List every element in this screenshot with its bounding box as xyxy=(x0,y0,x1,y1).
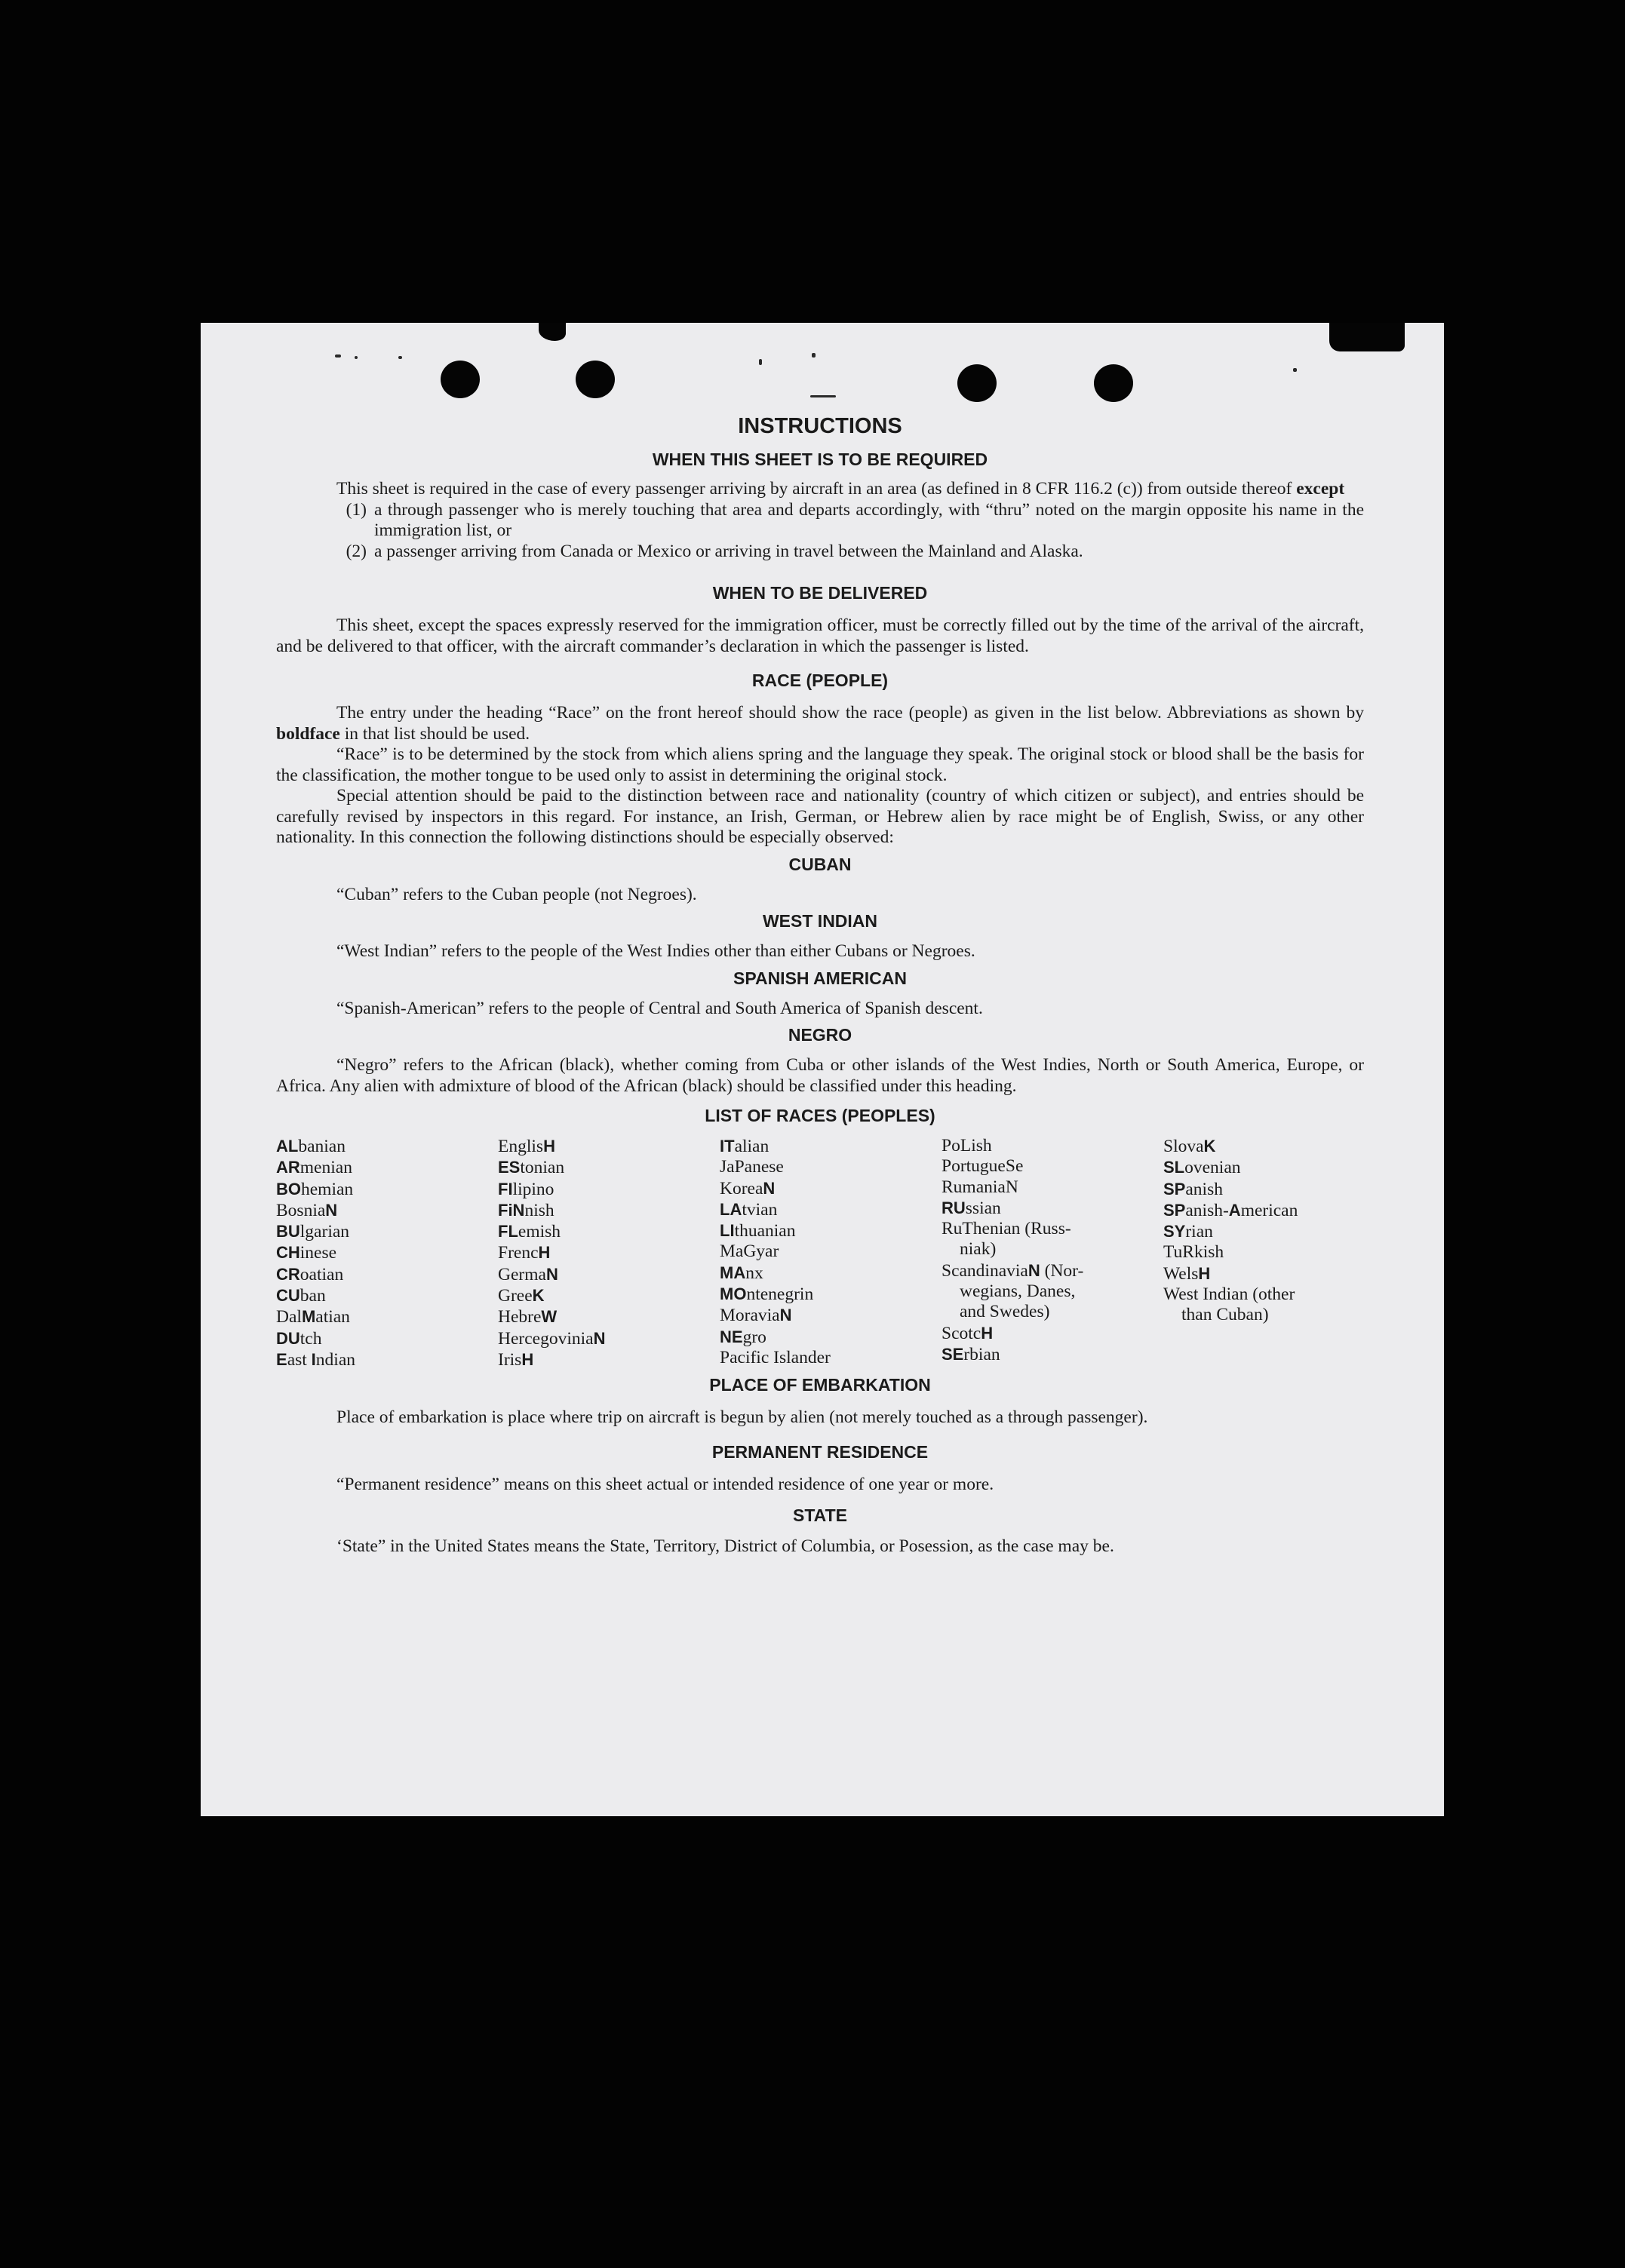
torn-corner xyxy=(1329,323,1405,351)
speck xyxy=(1293,368,1297,372)
race-entry: HebreW xyxy=(498,1307,558,1327)
race-paragraph-2: “Race” is to be determined by the stock from which aliens spring and the language they speak. The original stock or blood shall be the basis for the classification, the mother tongue to be used only to assist in determining the original stock. xyxy=(276,744,1364,785)
heading-spanish-american: SPANISH AMERICAN xyxy=(733,968,907,988)
permanent-residence-text: “Permanent residence” means on this sheet actual or intended residence of one year or more. xyxy=(336,1474,994,1494)
race-entry: BUlgarian xyxy=(276,1222,350,1242)
required-item-2 xyxy=(276,542,1364,563)
race-entry: BosniaN xyxy=(276,1200,338,1220)
race-entry: ITalian xyxy=(720,1137,769,1156)
race-entry: RumaniaN xyxy=(942,1177,1018,1197)
required-item-1 xyxy=(276,500,1364,542)
race-entry: HercegoviniaN xyxy=(498,1328,606,1349)
race-entry: LIthuanian xyxy=(720,1221,796,1241)
race-entry: FiNnish xyxy=(498,1200,554,1220)
race-entry: RUssian xyxy=(942,1198,1001,1218)
race-p1-bold: boldface xyxy=(276,723,340,744)
race-entry: niak) xyxy=(960,1239,997,1260)
race-entry: MOntenegrin xyxy=(720,1284,814,1305)
race-entry: GreeK xyxy=(498,1286,545,1306)
race-entry: PortugueSe xyxy=(942,1156,1024,1177)
race-entry: East Indian xyxy=(276,1349,356,1370)
race-entry: DUtch xyxy=(276,1328,322,1349)
cuban-text: “Cuban” refers to the Cuban people (not Negroes). xyxy=(336,884,697,904)
punch-hole-1 xyxy=(441,361,480,398)
race-entry: MaGyar xyxy=(720,1241,779,1262)
item-number: (2) xyxy=(346,541,367,561)
race-entry: West Indian (other xyxy=(1163,1284,1295,1305)
speck xyxy=(398,356,402,359)
race-entry: FLemish xyxy=(498,1222,561,1242)
race-entry: EnglisH xyxy=(498,1137,555,1156)
race-entry: RuThenian (Russ- xyxy=(942,1219,1071,1239)
speck xyxy=(810,395,836,397)
race-p1-text-end: in that list should be used. xyxy=(344,723,530,744)
speck xyxy=(355,356,358,359)
race-paragraph-1 xyxy=(276,703,1364,744)
race-entry: SPanish xyxy=(1163,1179,1223,1199)
item-text: a through passenger who is merely touching that area and departs accordingly, with “thru” noted on the margin opposite his name in the immigration list, or xyxy=(374,499,1364,540)
race-entry: SlovaK xyxy=(1163,1137,1216,1156)
race-entry: FIlipino xyxy=(498,1179,554,1199)
race-entry: DalMatian xyxy=(276,1307,350,1327)
required-intro xyxy=(276,479,1364,500)
race-entry: EStonian xyxy=(498,1158,565,1178)
race-entry: ARmenian xyxy=(276,1158,352,1178)
item-text: a passenger arriving from Canada or Mexico or arriving in travel between the Mainland and Alaska. xyxy=(374,541,1083,561)
heading-west-indian: WEST INDIAN xyxy=(762,911,878,931)
required-except: except xyxy=(1296,479,1345,499)
torn-notch xyxy=(539,323,566,341)
heading-embarkation: PLACE OF EMBARKATION xyxy=(709,1375,931,1395)
west-indian-text: “West Indian” refers to the people of the West Indies other than either Cubans or Negroes. xyxy=(336,941,975,961)
race-entry: PoLish xyxy=(942,1136,992,1155)
race-list xyxy=(276,1136,1364,1370)
race-entry: wegians, Danes, xyxy=(960,1281,1076,1302)
race-entry: BOhemian xyxy=(276,1179,354,1199)
punch-hole-3 xyxy=(957,364,997,402)
race-p1-text: The entry under the heading “Race” on the front hereof should show the race (people) as given in the list below. Abbreviations as shown by xyxy=(336,703,1364,723)
race-entry: MoraviaN xyxy=(720,1306,792,1326)
race-entry: CUban xyxy=(276,1286,326,1306)
required-intro-text: This sheet is required in the case of every passenger arriving by aircraft in an area (as defined in 8 CFR 116.2 (c)) from outside thereof xyxy=(336,479,1292,499)
race-column xyxy=(276,1136,498,1370)
heading-list-of-races: LIST OF RACES (PEOPLES) xyxy=(705,1106,935,1125)
race-entry: ScandinaviaN (Nor- xyxy=(942,1260,1084,1281)
speck xyxy=(335,354,341,358)
embarkation-text: Place of embarkation is place where trip on aircraft is begun by alien (not merely touched as a through passenger). xyxy=(336,1407,1148,1428)
delivered-text: This sheet, except the spaces expressly reserved for the immigration officer, must be correctly filled out by the time of the arrival of the aircraft, and be delivered to that officer, with the aircraft commander’s declaration in which the passenger is listed. xyxy=(276,615,1364,656)
item-number: (1) xyxy=(346,499,367,520)
instructions-content xyxy=(276,413,1364,1558)
speck xyxy=(759,359,762,365)
punch-hole-4 xyxy=(1094,364,1133,402)
race-column xyxy=(720,1136,942,1370)
punch-hole-2 xyxy=(576,361,615,398)
race-entry: TuRkish xyxy=(1163,1242,1224,1263)
race-column xyxy=(942,1136,1163,1370)
race-entry: MAnx xyxy=(720,1263,763,1283)
race-entry: Pacific Islander xyxy=(720,1347,831,1367)
heading-required: WHEN THIS SHEET IS TO BE REQUIRED xyxy=(652,450,988,469)
race-entry: JaPanese xyxy=(720,1157,784,1177)
race-entry: WelsH xyxy=(1163,1263,1211,1284)
race-entry: than Cuban) xyxy=(1181,1305,1269,1325)
race-entry: FrencH xyxy=(498,1243,551,1263)
race-entry: SYrian xyxy=(1163,1222,1213,1242)
spanish-american-text: “Spanish-American” refers to the people of Central and South America of Spanish descent. xyxy=(336,998,983,1018)
race-entry: GermaN xyxy=(498,1264,558,1284)
heading-cuban: CUBAN xyxy=(788,854,852,874)
race-entry: LAtvian xyxy=(720,1199,778,1220)
race-entry: KoreaN xyxy=(720,1178,776,1198)
race-entry: NEgro xyxy=(720,1327,766,1347)
race-entry: CHinese xyxy=(276,1243,337,1263)
document-sheet xyxy=(201,323,1444,1816)
race-entry: IrisH xyxy=(498,1349,534,1370)
race-entry: SErbian xyxy=(942,1344,1000,1364)
race-column xyxy=(1163,1136,1385,1370)
race-entry: ScotcH xyxy=(942,1323,994,1343)
race-column xyxy=(498,1136,720,1370)
page-title: INSTRUCTIONS xyxy=(738,414,902,438)
state-text: ‘State” in the United States means the State, Territory, District of Columbia, or Posession, as the case may be. xyxy=(336,1536,1114,1557)
race-entry: and Swedes) xyxy=(960,1302,1050,1322)
heading-permanent-residence: PERMANENT RESIDENCE xyxy=(711,1441,929,1462)
race-entry: CRoatian xyxy=(276,1264,344,1284)
speck xyxy=(812,353,816,358)
heading-negro: NEGRO xyxy=(788,1025,852,1045)
heading-delivered: WHEN TO BE DELIVERED xyxy=(712,583,928,603)
race-entry: SLovenian xyxy=(1163,1158,1241,1178)
heading-race: RACE (PEOPLE) xyxy=(751,671,889,690)
race-entry: ALbanian xyxy=(276,1137,346,1156)
race-paragraph-3: Special attention should be paid to the distinction between race and nationality (country of which citizen or subject), and entries should be carefully revised by inspectors in this regard. For instance, an Irish, German, or Hebrew alien by race might be of English, Swiss, or any other nationality. In this connection the following distinctions should be especially observed: xyxy=(276,786,1364,847)
negro-text: “Negro” refers to the African (black), whether coming from Cuba or other islands of the West Indies, North or South America, Europe, or Africa. Any alien with admixture of blood of the African (black) should be classified under this heading. xyxy=(276,1055,1364,1096)
heading-state: STATE xyxy=(793,1505,847,1526)
race-entry: SPanish-American xyxy=(1163,1200,1298,1220)
